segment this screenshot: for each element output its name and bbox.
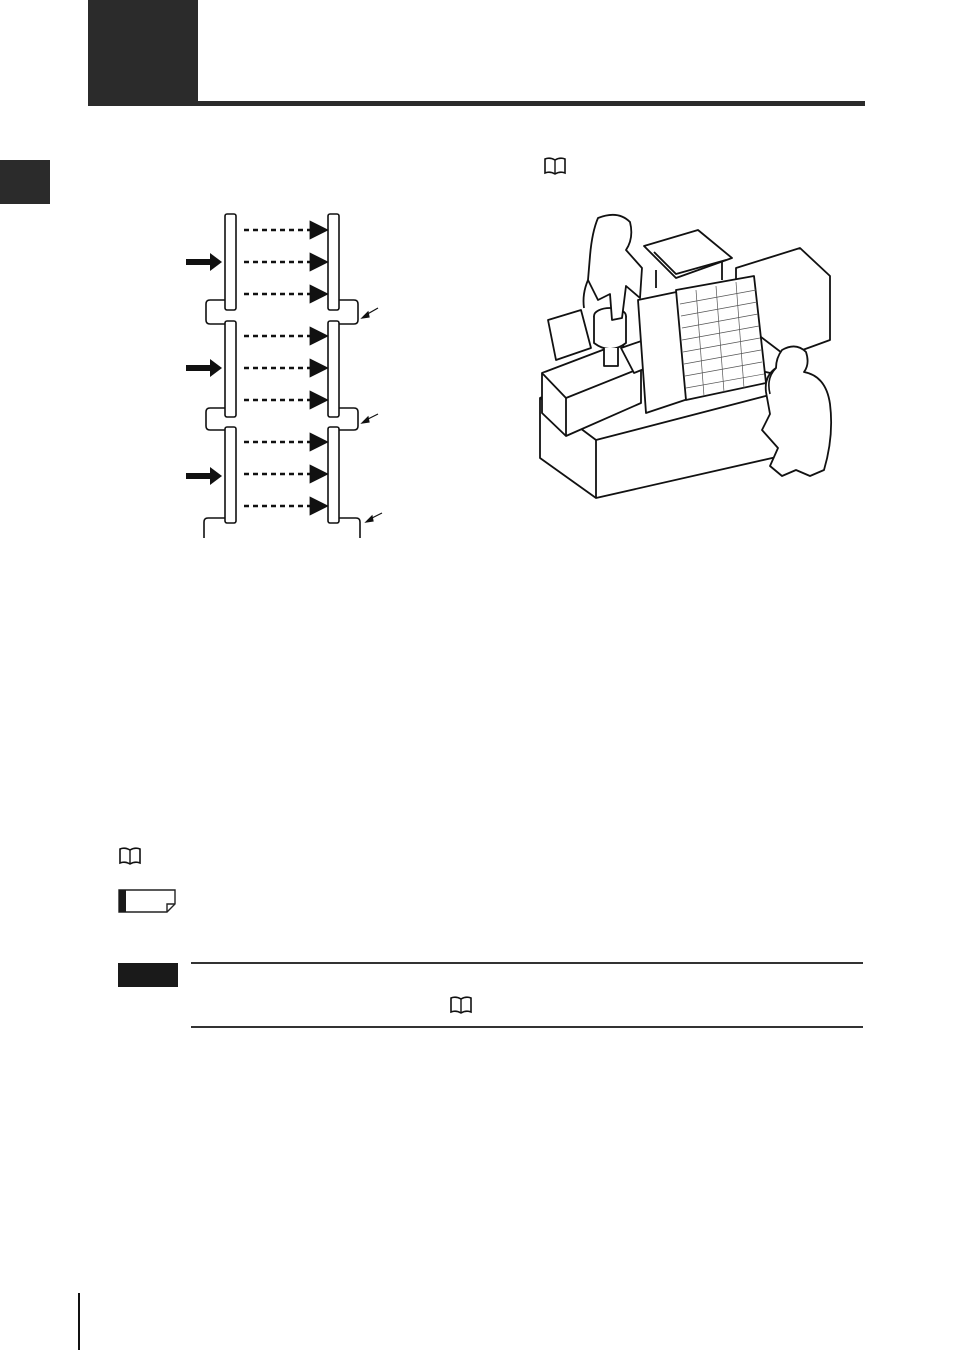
series-connection-diagram: [180, 208, 390, 544]
machine-illustration: [526, 208, 840, 508]
important-rule-top: [191, 962, 863, 964]
book-icon[interactable]: [544, 157, 566, 175]
book-icon[interactable]: [119, 847, 141, 865]
important-rule-bottom: [191, 1026, 863, 1028]
chapter-header-block: [88, 0, 198, 104]
chapter-side-tab: [0, 160, 50, 204]
book-icon[interactable]: [450, 996, 472, 1014]
header-rule: [88, 101, 865, 106]
page-edge-line: [78, 1293, 80, 1350]
important-label: [118, 963, 178, 987]
note-icon: [118, 889, 176, 913]
